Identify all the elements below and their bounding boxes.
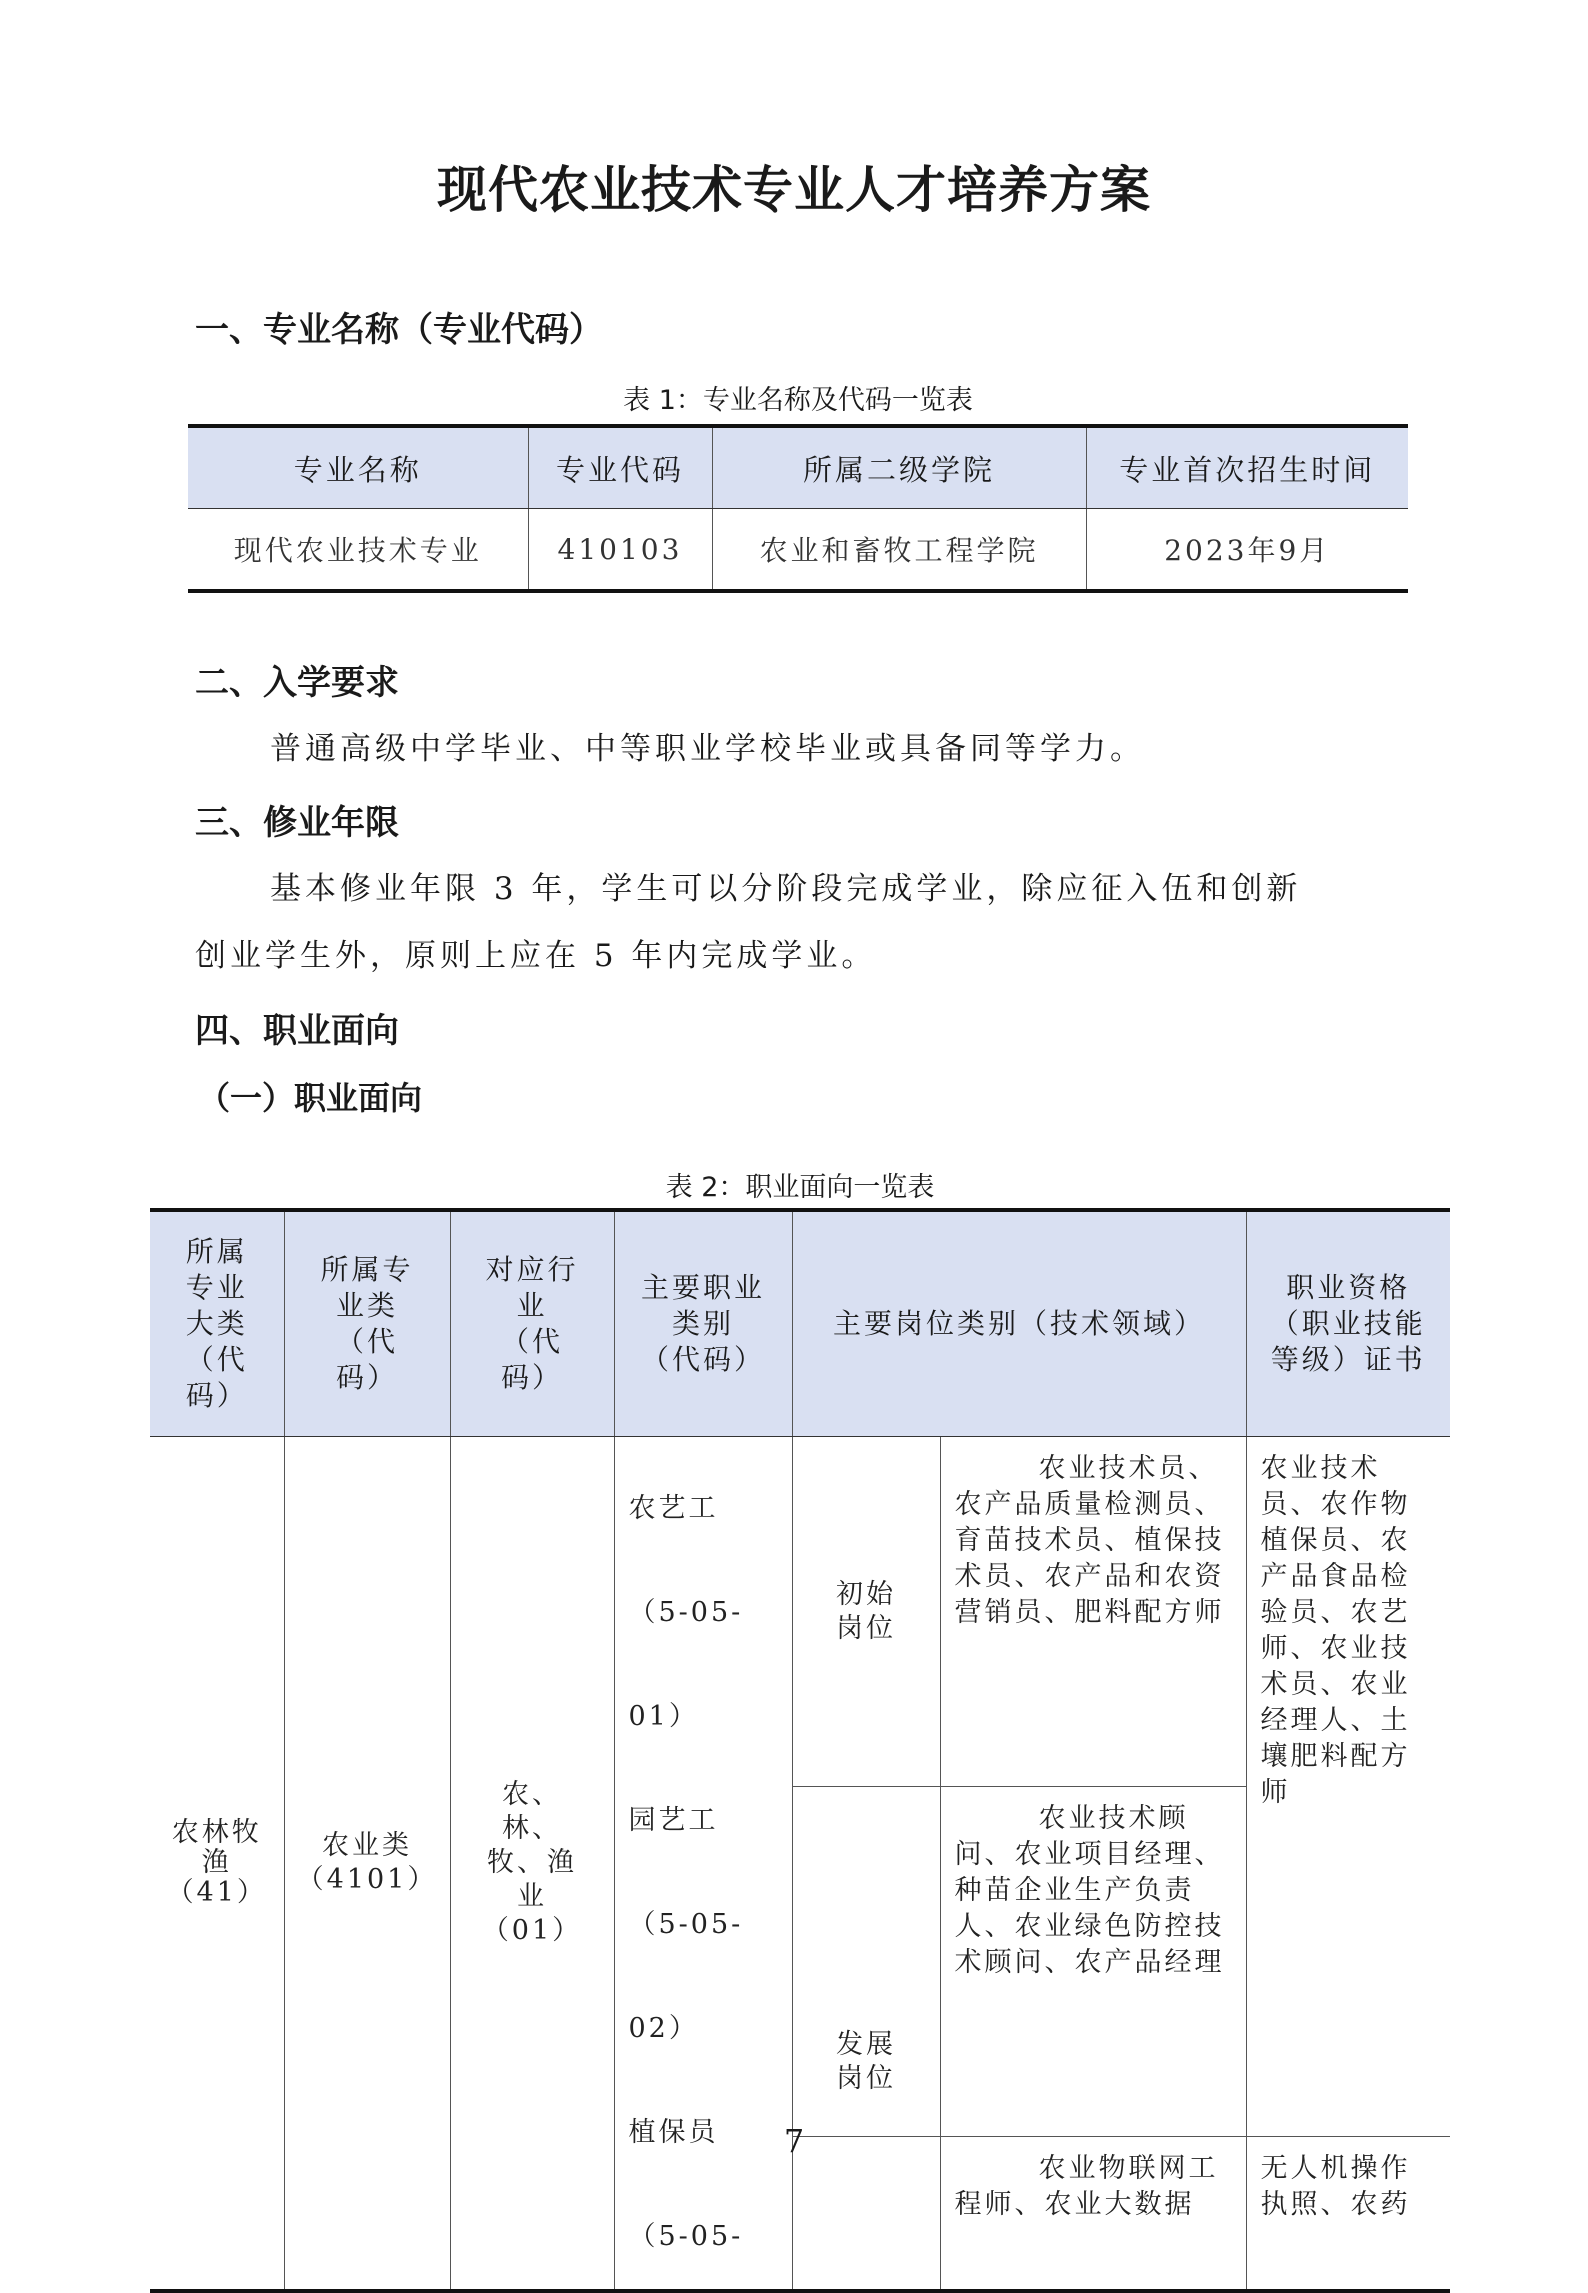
- header-line: 码）: [500, 1361, 563, 1394]
- cell-line: 02）: [628, 2013, 699, 2044]
- cell-line: 农业类: [322, 1830, 412, 1861]
- certificates-cell: 无人机操作执照、农药: [1260, 2153, 1411, 2221]
- header-line: 主要岗位类别（技术领域）: [833, 1307, 1206, 1340]
- header-positions: [792, 1210, 1246, 1437]
- major-class-cell: [284, 1437, 450, 2292]
- cell-line: 牧、渔: [487, 1847, 577, 1878]
- header-major-category: [150, 1210, 284, 1437]
- major-category-cell: [150, 1437, 284, 2292]
- duration-text-line2: 创业学生外，原则上应在 5 年内完成学业。: [195, 938, 877, 974]
- header-line: （代: [335, 1325, 398, 1358]
- major-code-cell: 410103: [528, 509, 712, 592]
- major-name-cell: 现代农业技术专业: [188, 509, 528, 592]
- header-line: 等级）证书: [1270, 1343, 1426, 1376]
- admission-text: 普通高级中学毕业、中等职业学校毕业或具备同等学力。: [270, 731, 1145, 767]
- cell-line: 初始: [836, 1578, 896, 1610]
- header-line: 大类: [185, 1307, 248, 1340]
- header-certificates: [1246, 1210, 1450, 1437]
- table-row: [150, 1437, 1450, 1787]
- header-line: 对应行: [485, 1253, 579, 1286]
- table2-caption: 表 2：职业面向一览表: [665, 1172, 935, 1203]
- cell-line: 发展: [836, 2029, 896, 2061]
- cell-line: 农林牧: [171, 1817, 262, 1848]
- industry-cell: [450, 1437, 614, 2292]
- duration-text-line1: 基本修业年限 3 年，学生可以分阶段完成学业，除应征入伍和创新: [270, 871, 1302, 907]
- cell-line: 岗位: [836, 2063, 896, 2095]
- header-line: （代: [500, 1325, 563, 1358]
- cell-line: 农、: [502, 1779, 562, 1810]
- position-level-cell: [792, 1787, 940, 2137]
- cell-line: 渔: [201, 1847, 232, 1878]
- header-line: （代码）: [640, 1343, 765, 1376]
- header-industry: [450, 1210, 614, 1437]
- cell-line: （4101）: [296, 1864, 438, 1895]
- college-cell: 农业和畜牧工程学院: [712, 509, 1086, 592]
- header-line: 职业资格: [1286, 1271, 1411, 1304]
- table1-caption: 表 1：专业名称及代码一览表: [623, 385, 973, 416]
- header-line: 码）: [335, 1361, 398, 1394]
- table-header-row: [188, 426, 1408, 509]
- section-heading-admission: 二、入学要求: [195, 663, 399, 703]
- certificates-cell: 农业技术员、农作物植保员、农产品食品检验员、农艺师、农业技术员、农业经理人、土壤肥料配方师: [1246, 1437, 1450, 2137]
- section-heading-career: 四、职业面向: [195, 1011, 399, 1051]
- header-line: 主要职业: [640, 1271, 765, 1304]
- cell-line: 园艺工: [628, 1805, 719, 1836]
- header-cell: 专业名称: [188, 426, 528, 509]
- position-level-cell: [792, 2137, 940, 2291]
- cell-line: （5-05-: [628, 1909, 744, 1940]
- occupation-cell: [614, 1437, 792, 2292]
- header-cell: 所属二级学院: [712, 426, 1086, 509]
- header-line: 所属专: [320, 1253, 414, 1286]
- header-cell: 专业首次招生时间: [1086, 426, 1408, 509]
- header-line: 所属: [185, 1235, 248, 1268]
- header-line: （职业技能: [1270, 1307, 1426, 1340]
- header-line: 业类: [335, 1289, 398, 1322]
- position-roles-cell: 农业物联网工程师、农业大数据: [940, 2137, 1246, 2291]
- subsection-heading-career: （一）职业面向: [198, 1079, 423, 1117]
- cell-line: 业: [517, 1881, 547, 1912]
- first-enrollment-cell: 2023年9月: [1164, 534, 1331, 567]
- major-info-table: [188, 424, 1408, 593]
- page-number: 7: [783, 2122, 805, 2160]
- header-line: 码）: [185, 1379, 248, 1412]
- cell-line: 林、: [502, 1813, 562, 1844]
- document-title: 现代农业技术专业人才培养方案: [437, 161, 1151, 219]
- position-level-cell: [792, 1437, 940, 1787]
- cell-line: 01）: [628, 1701, 699, 1732]
- header-line: 业: [516, 1289, 548, 1322]
- cell-line: 农艺工: [628, 1493, 719, 1524]
- position-roles-cell: 农业技术顾问、农业项目经理、种苗企业生产负责人、农业绿色防控技术顾问、农产品经理: [940, 1787, 1246, 2137]
- header-line: 专业: [185, 1271, 248, 1304]
- section-heading-duration: 三、修业年限: [195, 803, 399, 843]
- table-row: [188, 509, 1408, 592]
- table-header-row: [150, 1210, 1450, 1437]
- header-line: （代: [185, 1343, 248, 1376]
- header-line: 类别: [671, 1307, 734, 1340]
- cell-line: （01）: [481, 1915, 583, 1946]
- header-major-class: [284, 1210, 450, 1437]
- cell-line: （41）: [166, 1877, 267, 1908]
- cell-line: （5-05-: [628, 1597, 744, 1628]
- cell-line: 岗位: [836, 1612, 896, 1644]
- header-cell: 专业代码: [528, 426, 712, 509]
- position-roles-cell: 农业技术员、农产品质量检测员、育苗技术员、植保技术员、农产品和农资营销员、肥料配方师: [940, 1437, 1246, 1787]
- header-occupation: [614, 1210, 792, 1437]
- cell-line: 植保员: [628, 2117, 719, 2148]
- cell-line: （5-05-: [628, 2221, 744, 2252]
- section-heading-major-name: 一、专业名称（专业代码）: [195, 310, 603, 350]
